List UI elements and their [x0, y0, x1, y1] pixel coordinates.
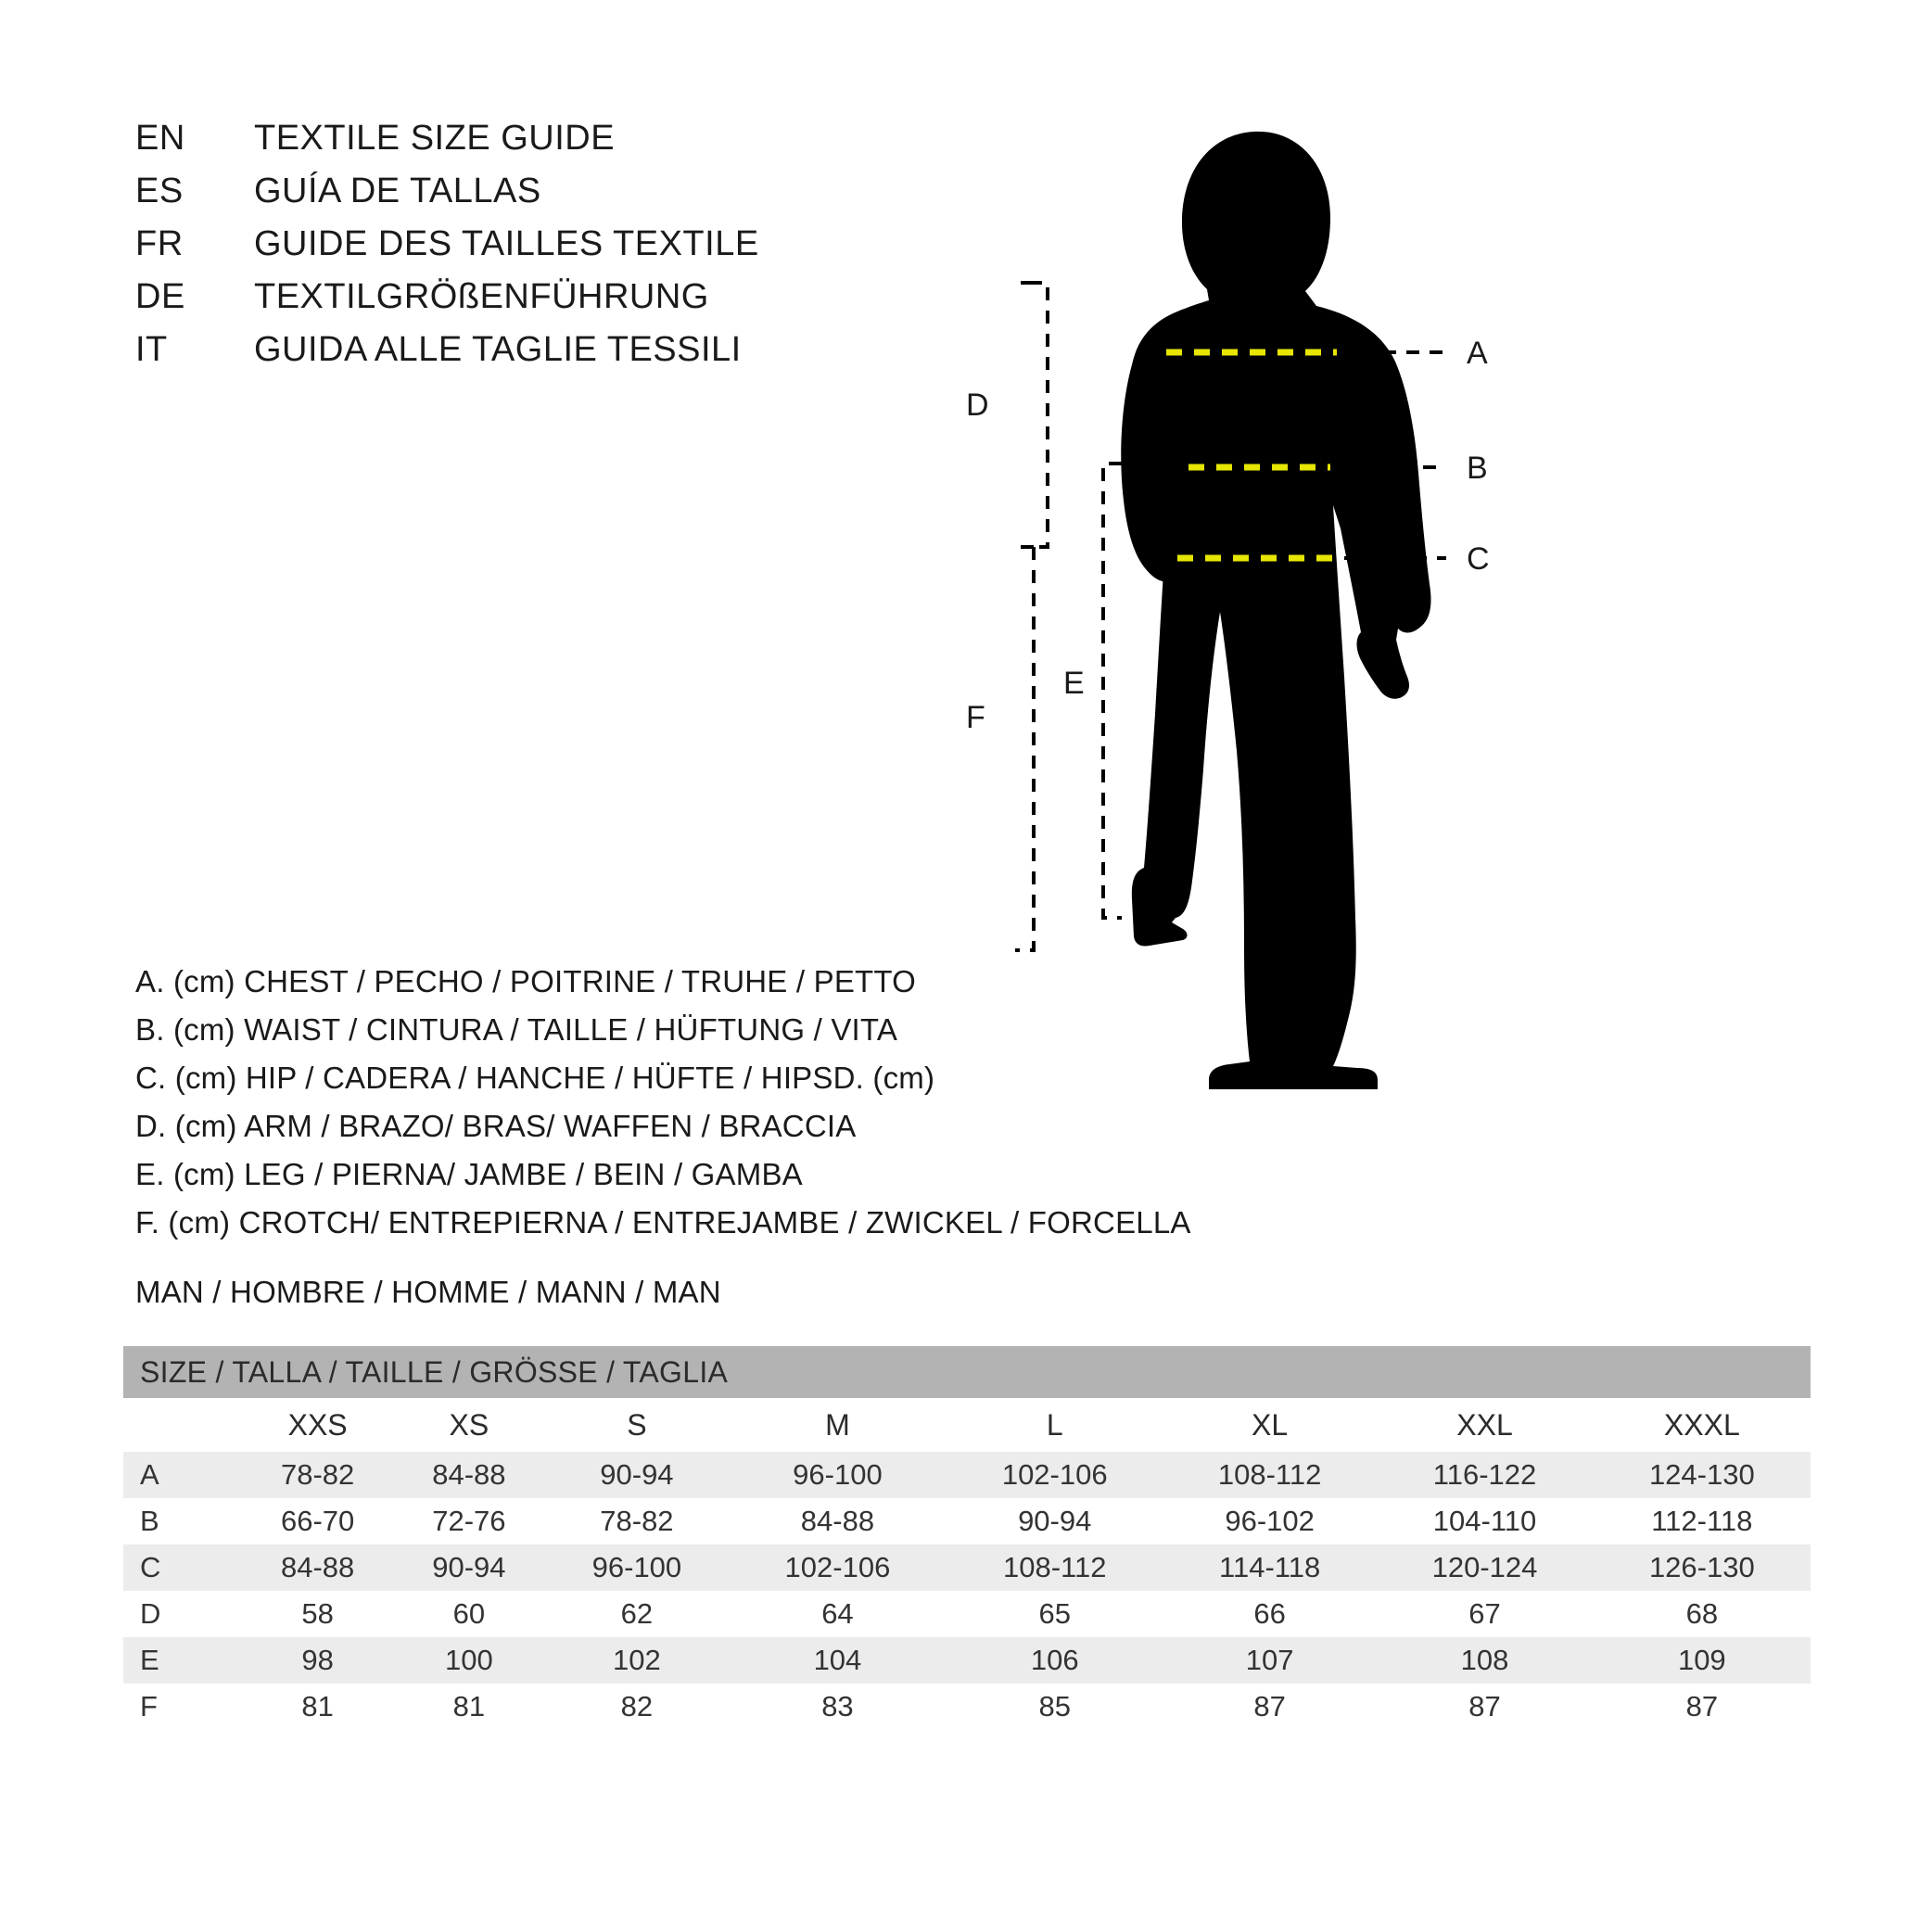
language-code: ES: [135, 172, 184, 210]
cell: 114-118: [1163, 1544, 1377, 1591]
cell: 124-130: [1594, 1452, 1811, 1498]
size-header-s: S: [545, 1398, 730, 1452]
cell: 65: [947, 1591, 1163, 1637]
language-row: [135, 330, 759, 383]
cell: 96-100: [729, 1452, 946, 1498]
language-title: TEXTILE SIZE GUIDE: [254, 119, 616, 158]
cell: 107: [1163, 1637, 1377, 1684]
cell: 84-88: [242, 1544, 393, 1591]
gender-label: MAN / HOMBRE / HOMME / MANN / MAN: [135, 1275, 721, 1309]
cell: 66: [1163, 1591, 1377, 1637]
table-row: [123, 1452, 1811, 1498]
size-table: [123, 1346, 1811, 1730]
cell: 72-76: [393, 1498, 544, 1544]
cell: 100: [393, 1637, 544, 1684]
row-label-b: B: [123, 1498, 242, 1544]
language-row: [135, 119, 759, 172]
dimension-label-d: D: [966, 388, 989, 423]
cell: 116-122: [1376, 1452, 1593, 1498]
row-label-d: D: [123, 1591, 242, 1637]
cell: 108: [1376, 1637, 1593, 1684]
language-title-block: [135, 119, 759, 383]
cell: 78-82: [242, 1452, 393, 1498]
dimension-label-e: E: [1063, 666, 1085, 701]
cell: 85: [947, 1684, 1163, 1730]
size-header-xl: XL: [1163, 1398, 1377, 1452]
cell: 62: [545, 1591, 730, 1637]
language-code: IT: [135, 330, 168, 369]
row-label-c: C: [123, 1544, 242, 1591]
size-header-m: M: [729, 1398, 946, 1452]
size-header-xs: XS: [393, 1398, 544, 1452]
cell: 109: [1594, 1637, 1811, 1684]
cell: 90-94: [545, 1452, 730, 1498]
body-measurement-diagram: [966, 83, 1845, 1224]
table-band-title: SIZE / TALLA / TAILLE / GRÖSSE / TAGLIA: [123, 1346, 1811, 1398]
legend-item-c: C. (cm) HIP / CADERA / HANCHE / HÜFTE / HIPSD. (cm): [135, 1061, 935, 1095]
marker-label-c: C: [1467, 541, 1490, 577]
cell: 87: [1376, 1684, 1593, 1730]
male-silhouette: [1121, 132, 1430, 1089]
cell: 84-88: [729, 1498, 946, 1544]
cell: 96-102: [1163, 1498, 1377, 1544]
row-label-f: F: [123, 1684, 242, 1730]
language-row: [135, 224, 759, 277]
legend-item-a: A. (cm) CHEST / PECHO / POITRINE / TRUHE / PETTO: [135, 964, 917, 998]
language-code: FR: [135, 224, 184, 263]
table-row: [123, 1498, 1811, 1544]
cell: 64: [729, 1591, 946, 1637]
language-code: DE: [135, 277, 185, 316]
language-title: GUÍA DE TALLAS: [254, 172, 541, 210]
table-row: [123, 1591, 1811, 1637]
table-row: [123, 1637, 1811, 1684]
legend-item-f: F. (cm) CROTCH/ ENTREPIERNA / ENTREJAMBE / ZWICKEL / FORCELLA: [135, 1205, 1191, 1239]
cell: 90-94: [947, 1498, 1163, 1544]
cell: 90-94: [393, 1544, 544, 1591]
table-row: [123, 1684, 1811, 1730]
cell: 81: [242, 1684, 393, 1730]
size-header-l: L: [947, 1398, 1163, 1452]
dimension-label-f: F: [966, 700, 985, 735]
cell: 102-106: [729, 1544, 946, 1591]
language-row: [135, 277, 759, 330]
cell: 81: [393, 1684, 544, 1730]
size-header-xxl: XXL: [1376, 1398, 1593, 1452]
table-band-header: [123, 1346, 1811, 1398]
cell: 68: [1594, 1591, 1811, 1637]
size-header-xxs: XXS: [242, 1398, 393, 1452]
cell: 126-130: [1594, 1544, 1811, 1591]
table-row: [123, 1544, 1811, 1591]
legend-item-d: D. (cm) ARM / BRAZO/ BRAS/ WAFFEN / BRACCIA: [135, 1109, 857, 1143]
cell: 112-118: [1594, 1498, 1811, 1544]
cell: 67: [1376, 1591, 1593, 1637]
cell: 98: [242, 1637, 393, 1684]
cell: 120-124: [1376, 1544, 1593, 1591]
cell: 96-100: [545, 1544, 730, 1591]
cell: 104: [729, 1637, 946, 1684]
cell: 84-88: [393, 1452, 544, 1498]
cell: 83: [729, 1684, 946, 1730]
marker-label-a: A: [1467, 336, 1488, 371]
cell: 60: [393, 1591, 544, 1637]
table-corner-cell: [123, 1398, 242, 1452]
legend-item-b: B. (cm) WAIST / CINTURA / TAILLE / HÜFTUNG / VITA: [135, 1012, 898, 1047]
cell: 66-70: [242, 1498, 393, 1544]
row-label-e: E: [123, 1637, 242, 1684]
cell: 102-106: [947, 1452, 1163, 1498]
cell: 102: [545, 1637, 730, 1684]
language-row: [135, 172, 759, 224]
language-code: EN: [135, 119, 185, 158]
cell: 82: [545, 1684, 730, 1730]
cell: 87: [1163, 1684, 1377, 1730]
cell: 106: [947, 1637, 1163, 1684]
legend-item-e: E. (cm) LEG / PIERNA/ JAMBE / BEIN / GAMBA: [135, 1157, 803, 1191]
dimension-lines: [1015, 283, 1122, 950]
row-label-a: A: [123, 1452, 242, 1498]
cell: 104-110: [1376, 1498, 1593, 1544]
language-title: GUIDE DES TAILLES TEXTILE: [254, 224, 759, 263]
marker-label-b: B: [1467, 451, 1488, 486]
language-title: TEXTILGRÖßENFÜHRUNG: [254, 277, 709, 316]
cell: 87: [1594, 1684, 1811, 1730]
size-header-xxxl: XXXL: [1594, 1398, 1811, 1452]
table-size-header-row: [123, 1398, 1811, 1452]
cell: 108-112: [947, 1544, 1163, 1591]
cell: 58: [242, 1591, 393, 1637]
language-title: GUIDA ALLE TAGLIE TESSILI: [254, 330, 742, 369]
cell: 108-112: [1163, 1452, 1377, 1498]
cell: 78-82: [545, 1498, 730, 1544]
